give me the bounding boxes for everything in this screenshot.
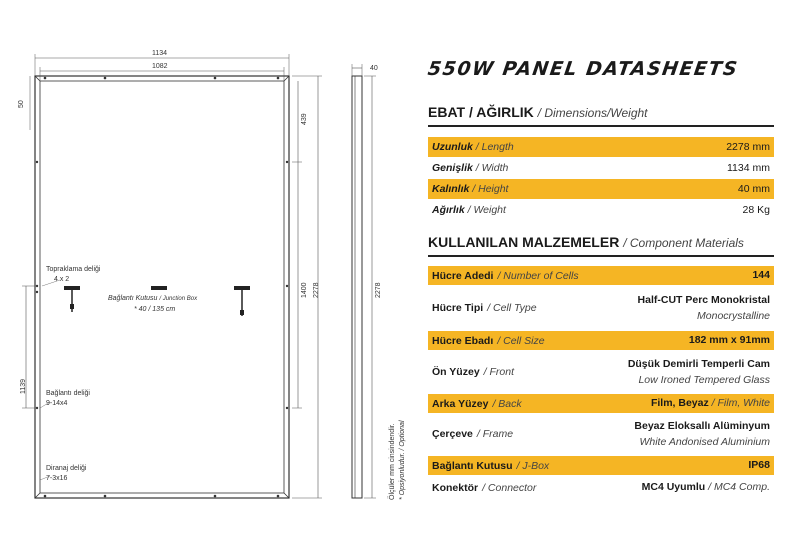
mat-row-cell-count: Hücre Adedi / Number of Cells 144 [428, 266, 774, 285]
materials-divider [428, 255, 774, 257]
panel-side-view [352, 76, 362, 498]
dim-row-width: Genişlik / Width 1134 mm [432, 162, 770, 174]
dimensions-divider [428, 125, 774, 127]
page-title: 550W PANEL DATASHEETS [426, 58, 740, 80]
dim-row-length: Uzunluk / Length 2278 mm [428, 137, 774, 157]
dim-1139: 1139 [20, 378, 27, 394]
grounding-hole-label: Topraklama deliği [46, 266, 101, 273]
materials-heading: KULLANILAN MALZEMELER / Component Materials [428, 234, 744, 250]
drain-hole-size: 7-3x16 [46, 475, 68, 482]
mat-row-cell-size: Hücre Ebadı / Cell Size 182 mm x 91mm [428, 331, 774, 350]
dim-depth: 40 [370, 65, 378, 72]
mount-hole-size: 9-14x4 [46, 400, 68, 407]
dim-width-inner: 1082 [152, 63, 168, 70]
dim-439: 439 [301, 113, 308, 125]
mat-row-connector: Konektör / Connector MC4 Uyumlu / MC4 Comp. [432, 481, 770, 494]
drain-hole-label: Diranaj deliği [46, 465, 87, 472]
note-units: Ölçüler mm cinsindendir. [389, 423, 396, 500]
dim-width-outer: 1134 [152, 50, 168, 57]
mat-row-jbox: Bağlantı Kutusu / J-Box IP68 [428, 456, 774, 475]
junction-box-left [64, 286, 80, 312]
mat-row-back: Arka Yüzey / Back Film, Beyaz / Film, White [428, 394, 774, 413]
junction-box-right [234, 286, 250, 316]
junction-box-size: * 40 / 135 cm [134, 306, 176, 313]
dim-1400: 1400 [301, 282, 308, 298]
junction-box-center [151, 286, 167, 290]
mat-row-cell-type: Hücre Tipi / Cell Type Half-CUT Perc Monokristal Monocrystalline [432, 293, 770, 322]
dim-top-margin: 50 [18, 100, 25, 108]
mount-hole-label: Bağlantı deliği [46, 390, 90, 397]
grounding-hole-size: 4 x 2 [54, 276, 70, 283]
mat-row-frame: Çerçeve / Frame Beyaz Eloksallı Alüminyum White Andonised Aluminium [432, 419, 770, 448]
dim-row-height: Kalınlık / Height 40 mm [428, 179, 774, 199]
dimensions-heading: EBAT / AĞIRLIK / Dimensions/Weight [428, 104, 648, 120]
dim-2278-front: 2278 [313, 282, 320, 298]
dim-row-weight: Ağırlık / Weight 28 Kg [432, 204, 770, 216]
mat-row-front: Ön Yüzey / Front Düşük Demirli Temperli Cam Low Ironed Tempered Glass [432, 357, 770, 386]
note-optional: * Opsiyonludur. / Optional [399, 420, 406, 500]
dim-2278-side: 2278 [375, 282, 382, 298]
junction-box-label: Bağlantı Kutusu / Junction Box [108, 295, 198, 302]
